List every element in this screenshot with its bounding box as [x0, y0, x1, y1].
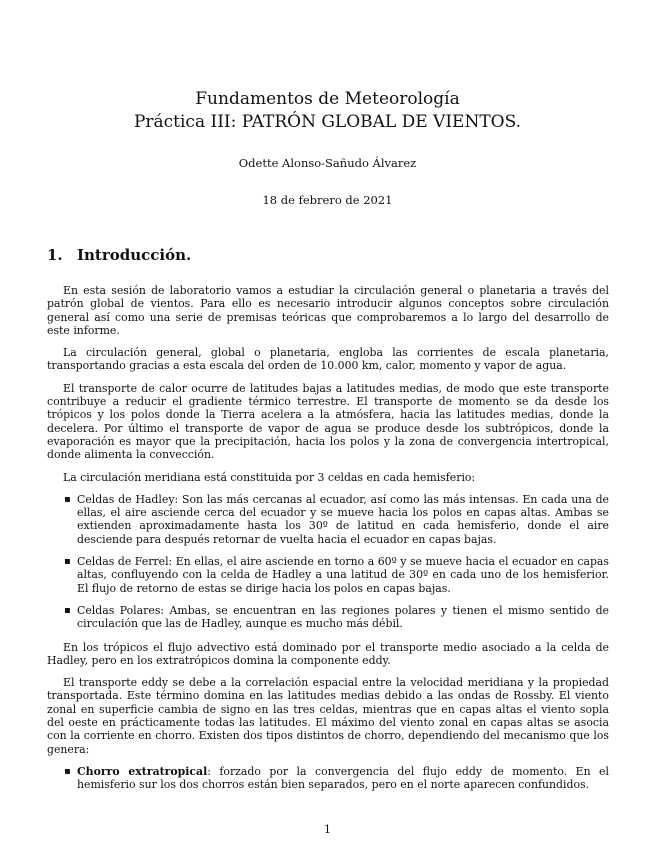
document-title-line2: Práctica III: PATRÓN GLOBAL DE VIENTOS. — [133, 112, 522, 132]
bullet-icon: ▪ — [64, 604, 71, 616]
list-item-text: : forzado por la convergencia del flujo eddy de momento. En el hemisferio sur los dos chorros están bien separados, pero en el norte aparecen confundidos. — [77, 764, 609, 792]
document-title-line1: Fundamentos de Meteorología — [195, 89, 460, 109]
paragraph: El transporte eddy se debe a la correlación espacial entre la velocidad meridiana y la propiedad transportada. Este término domina en las latitudes medias debido a las ondas de Rossby. El viento zonal en superficie cambia de signo en las tres celdas, mientras que en capas altas el viento sopla del oeste en prácticamente todas las latitudes. El máximo del viento zonal en capas altas se asocia con la corriente en chorro. Existen dos tipos distintos de chorro, dependiendo del mecanismo que los genera: — [47, 676, 609, 756]
jet-list — [47, 765, 609, 792]
paragraph: En los trópicos el flujo advectivo está dominado por el transporte medio asociado a la celda de Hadley, pero en los extratrópicos domina la componente eddy. — [47, 640, 609, 667]
paragraph: La circulación general, global o planetaria, engloba las corrientes de escala planetaria, transportando gracias a esta escala del orden de 10.000 km, calor, momento y vapor de agua. — [47, 346, 609, 373]
paragraph: La circulación meridiana está constituida por 3 celdas en cada hemisferio: — [63, 470, 476, 484]
paragraph: En esta sesión de laboratorio vamos a estudiar la circulación general o planetaria a través del patrón global de vientos. Para ello es necesario introducir algunos conceptos sobre circulación general así como una serie de premisas teóricas que comprobaremos a lo largo del desarrollo de este informe. — [47, 284, 609, 337]
section-title: Introducción. — [77, 246, 192, 264]
cells-list — [47, 493, 609, 631]
section-heading — [47, 246, 191, 264]
section-number: 1. — [47, 246, 63, 264]
bullet-icon: ▪ — [64, 765, 71, 777]
body-text — [47, 284, 609, 802]
paragraph: El transporte de calor ocurre de latitudes bajas a latitudes medias, de modo que este transporte contribuye a reducir el gradiente térmico terrestre. El transporte de momento se da desde los trópicos y los polos donde la Tierra acelera a la atmósfera, hacia las latitudes medias, donde la decelera. Por último el transporte de vapor de agua se produce desde los subtrópicos, donde la evaporación es mayor que la precipitación, hacia los polos y la zona de convergencia intertropical, donde alimenta la convección. — [47, 381, 609, 462]
list-item — [47, 604, 609, 631]
date: 18 de febrero de 2021 — [262, 193, 393, 207]
list-item — [47, 555, 609, 595]
list-item — [47, 765, 609, 792]
list-item — [47, 493, 609, 546]
list-item-text: Celdas Polares: Ambas, se encuentran en las regiones polares y tienen el mismo sentido de circulación que las de Hadley, aunque es mucho más débil. — [77, 603, 609, 631]
bullet-icon: ▪ — [64, 556, 71, 568]
author: Odette Alonso-Sañudo Álvarez — [238, 156, 417, 170]
bullet-icon: ▪ — [64, 493, 71, 505]
page-number: 1 — [324, 823, 331, 836]
list-item-text: Celdas de Hadley: Son las más cercanas al ecuador, así como las más intensas. En cada una de ellas, el aire asciende cerca del ecuador y se mueve hacia los polos en capas altas. Ambas se extienden aproximadamente hasta los 30º de latitud en cada hemisferio, donde el aire desciende para después retornar de vuelta hacia el ecuador en capas bajas. — [77, 492, 609, 546]
list-item-term: Chorro extratropical — [77, 764, 208, 778]
list-item-text: Celdas de Ferrel: En ellas, el aire asciende en torno a 60º y se mueve hacia el ecuador en capas altas, confluyendo con la celda de Hadley a una latitud de 30º en cada uno de los hemisferior. El flujo de retorno de estas se dirige hacia los polos en capas bajas. — [77, 555, 609, 595]
